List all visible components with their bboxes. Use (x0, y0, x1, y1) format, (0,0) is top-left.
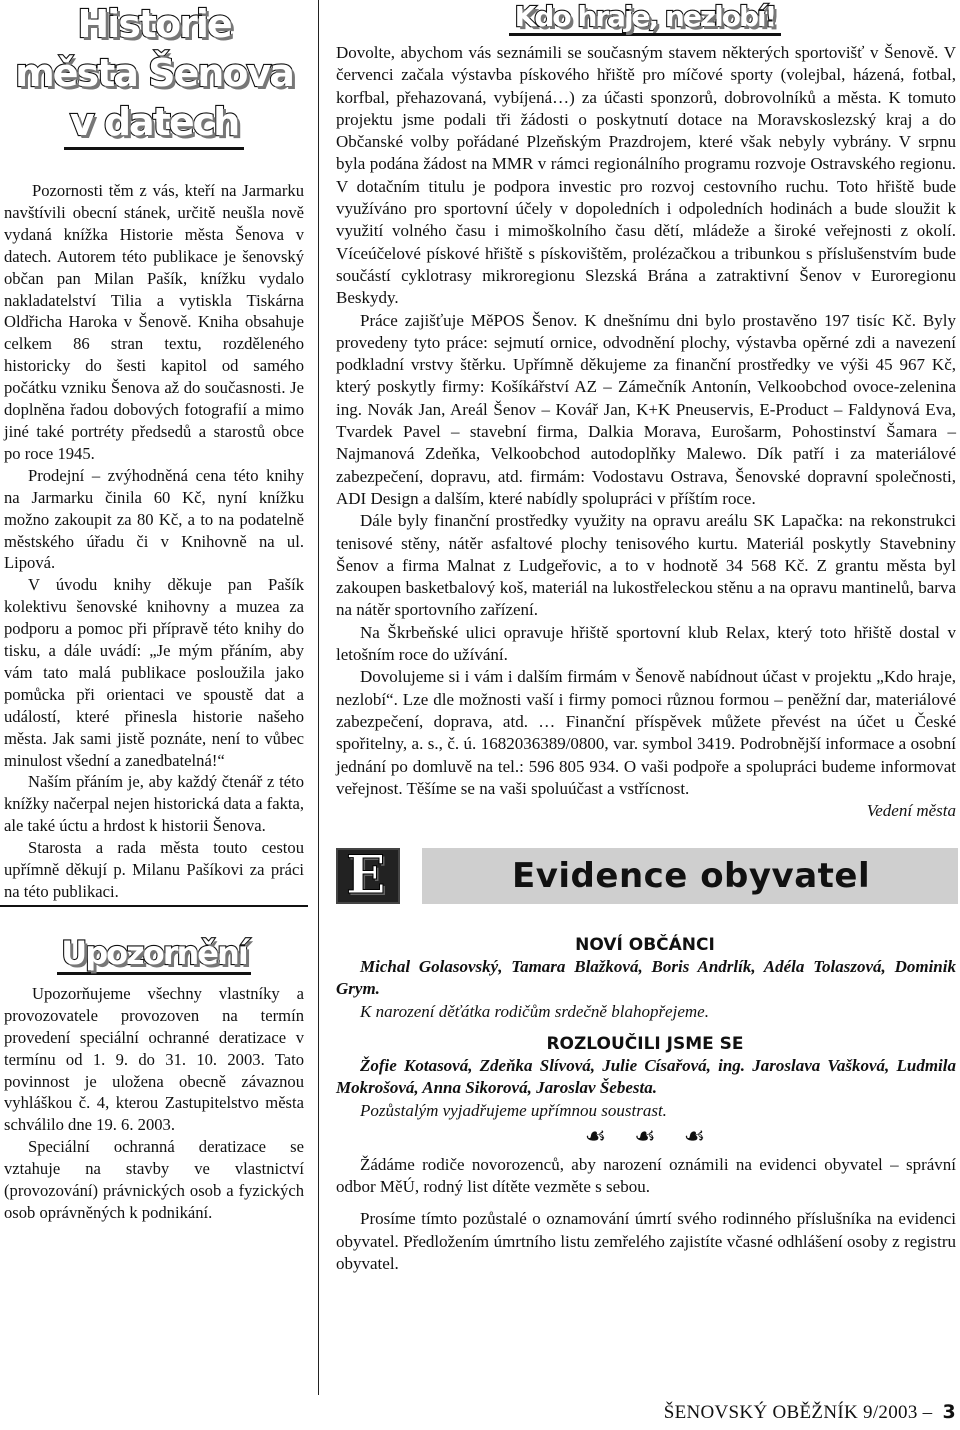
historie-paragraph: Starosta a rada města touto cestou upřímně děkují p. Milanu Pašíkovi za práci na této publikaci. (4, 838, 304, 901)
evidence-logo (336, 845, 400, 907)
column-divider (318, 0, 319, 1395)
kdo-hraje-paragraph: Dovolujeme si i vám i dalším firmám v Šenově nabídnout účast v projektu „Kdo hraje, nezlobí“. Lze dle možnosti vaší i firmy pomoci různou formou – peněžní dar, materiálové zabezpečení, doprava, atd. … Finanční příspěvek můžete převést na účet u České spořitelny, a. s., č. ú. 1682036389/0800, var. symbol 3419. Podrobnější informace a osobní jednání po domluvě na tel.: 596 805 934. O vaši podpoře a spolupráci budeme informovat veřejnost. Těšíme se na vaši spoluúčast a vstřícnost. (336, 667, 956, 798)
rozlouceni-heading: ROZLOUČILI JSME SE (546, 1033, 744, 1054)
kdo-hraje-signature: Vedení města (866, 801, 956, 821)
page-footer (664, 1400, 956, 1425)
ornament-icon: ☙☙☙ (584, 1123, 734, 1150)
historie-paragraph: Pozornosti těm z vás, kteří na Jarmarku navštívili obecní stánek, určitě neušla nově vydaná knížka Historie města Šenova v datech. Autorem této publikace je šenovský občan pan Milan Pašík, knížku vydalo nakladatelství Tilia a vytiskla Tiskárna Oldřicha Haroka v Šenově. Kniha obsahuje celkem 86 stran textu, rozděleného historicky do šesti kapitol od samého počátku vzniku Šenova až do současnosti. Je doplněna řadou dobových fotografií a mimo jiné také portréty předsedů a starostů obce po roce 1945. (4, 181, 304, 463)
historie-title-line3: v datech (64, 98, 244, 150)
footer-publication: ŠENOVSKÝ OBĚŽNÍK 9/2003 – (663, 1402, 933, 1423)
right-column (332, 0, 958, 1275)
evidence-paragraph: Žádáme rodiče novorozenců, aby narození oznámili na evidenci obyvatel – správní odbor MěÚ, rodný list dítěte vezměte s sebou. (336, 1154, 956, 1197)
kdo-hraje-title (332, 0, 958, 34)
novi-obcanci-names: Michal Golasovský, Tamara Blažková, Boris Andrlík, Adéla Tolaszová, Dominik Grym. (336, 957, 956, 999)
historie-paragraph: Naším přáním je, aby každý čtenář z této knížky načerpal nejen historická data a fakta, ale také úctu a hrdost k historii Šenova. (4, 772, 304, 836)
novi-obcanci-heading: NOVÍ OBČÁNCI (575, 935, 715, 956)
upozorneni-paragraph: Speciální ochranná deratizace se vztahuje na stavby ve vlastnictví (provozování) právnických osob a fyzických osob oprávněných k podnikání. (4, 1137, 304, 1222)
kdo-hraje-paragraph: Na Škrbeňské ulici opravuje hřiště sportovní klub Relax, který toto hřiště dostal v letošním roce do užívání. (336, 622, 956, 665)
evidence-logo-letter: E (346, 845, 386, 907)
kdo-hraje-paragraph: Práce zajišťuje MěPOS Šenov. K dnešnímu dni bylo prostavěno 197 tisíc Kč. Byly provedeny tyto práce: sejmutí ornice, odvodnění plochy, výstavba opěrné zdi a navezení podkladní vrstvy štěrku. Upřímně děkujeme za finanční prostředky ve výši 45 967 Kč, který poskytly firmy: Košíkářství AZ – Zámečník Antonín, Velkoobchod ovoce-zelenina ing. Novák Jan, Areál Šenov – Kovář Jan, K+K Pneuservis, E-Product – Faldynová Eva, Tvardek Pavel – stavební firma, Dalkia Morava, Eurošarm, Pohostinství Šamara – Najmanová Zdeňka, Velkoobchod autodoplňky Malewo. Dík patří i za materiálové zabezpečení, dopravu, atd. firmám: Vodostavu Ostrava, Šenovské dopravní společnosti, ADI Design a dalším, které nabídly spolupráci v příštím roce. (336, 310, 956, 508)
historie-title-line2: města Šenova (15, 51, 293, 95)
historie-title-line1: Historie (77, 2, 231, 46)
kdo-hraje-paragraph: Dovolte, abychom vás seznámili se současným stavem některých sportovišť v Šenově. V červenci začala výstavba pískového hřiště pro míčové sporty (volejbal, házená, fotbal, korfbal, přehazovaná, vybíjená…) za účasti sponzorů, dobrovolníků a města. K tomuto projektu jsme podali tři žádosti o poskytnutí dotace na Moravskoslezský kraj a do Občanské volby pořádané Plzeňským Prazdrojem, které však nebyly vybrány. V srpnu byla podána žádost na MMR v rámci regionálního programu rozvoje Ostravského regionu. V dotačním titulu je podpora investic pro rozvoj cestovního ruchu. Toto hřiště bude využíváno pro sportovní účely v dopoledních i odpoledních hodinách a bude sloužit k využití volného času i mimoškolního času dětí, mládeže a široké veřejnosti z okolí. Víceúčelové pískové hřiště s pískovištěm, prolézačkou a tribunkou s příslušenstvím bude součástí cyklotrasy mikroregionu Slezská Brána a zatraktivní Šenov v Euroregionu Beskydy. (336, 43, 956, 308)
historie-paragraph: Prodejní – zvýhodněná cena této knihy na Jarmarku činila 60 Kč, nyní knížku možno zakoupit za 80 Kč, a to na podatelně městského úřadu či v Knihovně na ul. Lipová. (4, 465, 304, 573)
kdo-hraje-title-text: Kdo hraje, nezlobí! (509, 0, 782, 36)
upozorneni-paragraph: Upozorňujeme všechny vlastníky a provozovatele provozoven na termín provedení speciální ochranné deratizace v termínu od 1. 9. do 31. 10. 2003. Tato povinnost je uložena obecně závaznou vyhláškou č. 4, kterou Zastupitelstvo města schválilo dne 19. 6. 2003. (4, 983, 304, 1135)
rozlouceni-names: Žofie Kotasová, Zdeňka Slívová, Julie Císařová, ing. Jaroslava Vašková, Ludmila Mokrošová, Anna Sikorová, Jaroslav Šebesta. (336, 1055, 956, 1098)
page-number: 3 (942, 1401, 956, 1423)
upozorneni-article (0, 983, 308, 1224)
historie-article (0, 180, 308, 903)
kdo-hraje-paragraph: Dále byly finanční prostředky využity na opravu areálu SK Lapačka: na rekonstrukci tenisové stěny, nátěr asfaltové plochy tenisového kurtu. Materiál poskytly Stavebniny Šenov a firma Malnat z Ludgeřovic, a to v hodnotě 34 568 Kč. Z grantu města byl zakoupen basketbalový koš, materiál na lukostřeleckou stěnu a na opravu mantinelů, barva na nátěr sportovního zařízení. (336, 511, 956, 620)
historie-paragraph: V úvodu knihy děkuje pan Pašík kolektivu šenovské knihovny a muzea za podporu a pomoc při přípravě této knihy do tisku, a dále uvádí: „Je mým přáním, aby vám tato malá publikace posloužila jako pomůcka při orientaci ve spoustě dat a událostí, které přinesla historie našeho města. Jak sami jistě poznáte, není to vůbec minulost všední a zanedbatelná!“ (4, 575, 304, 770)
evidence-header (332, 845, 958, 907)
rozlouceni-wish: Pozůstalým vyjadřujeme upřímnou soustrast. (360, 1100, 667, 1120)
novi-obcanci-wish: K narození děťátka rodičům srdečně blahopřejeme. (360, 1001, 709, 1021)
upozorneni-title (0, 933, 308, 973)
left-column (0, 0, 308, 1224)
kdo-hraje-article (332, 42, 958, 822)
evidence-title: Evidence obyvatel (422, 848, 958, 904)
historie-title (0, 0, 308, 150)
upozorneni-title-text: Upozornění (57, 934, 251, 975)
evidence-paragraph: Prosíme tímto pozůstalé o oznamování úmrtí svého rodinného příslušníka na evidenci obyvatel. Předložením úmrtního listu zemřelého zajistíte včasné odhlášení osoby z registru obyvatel. (336, 1209, 956, 1274)
section-divider (0, 905, 308, 907)
